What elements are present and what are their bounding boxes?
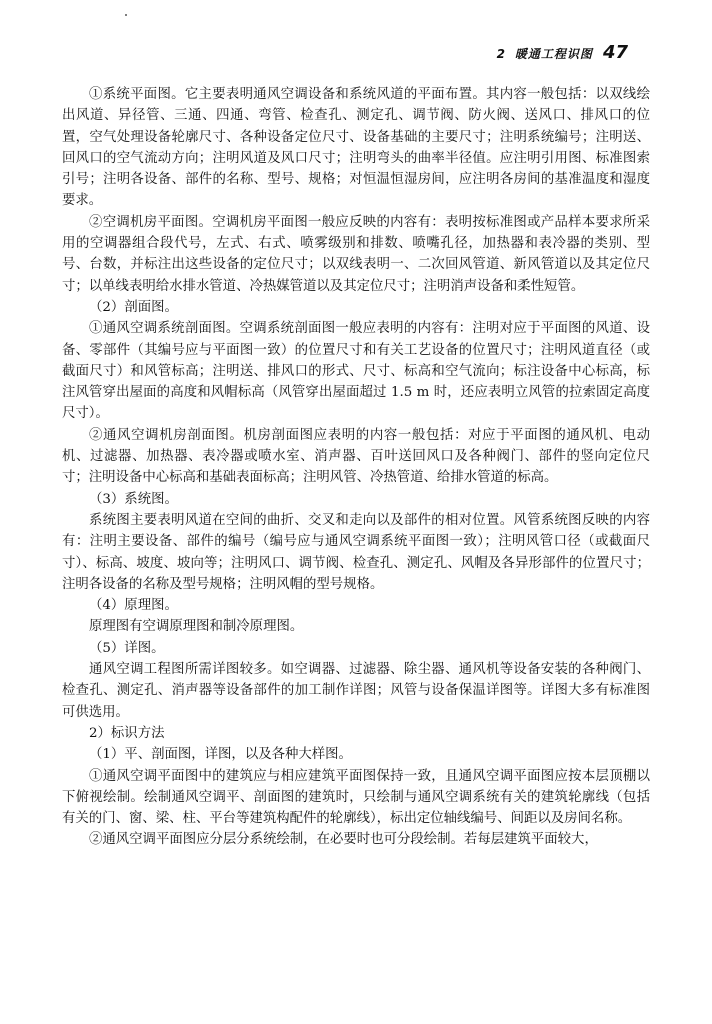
- heading-detail-drawing: （5）详图。: [89, 640, 165, 656]
- running-header: [497, 42, 628, 63]
- paragraph-system-plan: ①系统平面图。它主要表明通风空调设备和系统风道的平面布置。其内容一般包括：以双线绘出风道、异径管、三通、四通、弯管、检查孔、测定孔、调节阀、防火阀、送风口、排风口的位置，空气处理设备轮廓尺寸、各种设备定位尺寸、设备基础的主要尺寸；注明系统编号；注明送、回风口的空气流动方向；注明风道及风口尺寸；注明弯头的曲率半径值。应注明引用图、标准图索引号；注明各设备、部件的名称、型号、规格；对恒温恒湿房间，应注明各房间的基准温度和湿度要求。: [62, 87, 650, 209]
- body-text: [62, 84, 650, 851]
- paragraph-detail-drawing: 通风空调工程图所需详图较多。如空调器、过滤器、除尘器、通风机等设备安装的各种阀门、检查孔、测定孔、消声器等设备部件的加工制作详图；风管与设备保温详图等。详图大多有标准图可供选用。: [62, 662, 650, 720]
- page-number: 47: [602, 42, 628, 63]
- paragraph-machine-room-section: ②通风空调机房剖面图。机房剖面图应表明的内容一般包括：对应于平面图的通风机、电动机、过滤器、加热器、表冷器或喷水室、消声器、百叶送回风口及各种阀门、部件的竖向定位尺寸；注明设备中心标高和基础表面标高；注明风管、冷热管道、给排水管道的标高。: [62, 427, 650, 486]
- paragraph-plan-building: ①通风空调平面图中的建筑应与相应建筑平面图保持一致，且通风空调平面图应按本层顶棚以下俯视绘制。绘制通风空调平、剖面图的建筑时，只绘制与通风空调系统有关的建筑轮廓线（包括有关的门、窗、梁、柱、平台等建筑构配件的轮廓线），标出定位轴线编号、间距以及房间名称。: [62, 768, 650, 827]
- heading-section-drawing: （2）剖面图。: [89, 299, 178, 315]
- heading-system-diagram: （3）系统图。: [89, 491, 178, 507]
- paragraph-system-section: ①通风空调系统剖面图。空调系统剖面图一般应表明的内容有：注明对应于平面图的风道、设备、零部件（其编号应与平面图一致）的位置尺寸和有关工艺设备的位置尺寸；注明风道直径（或截面尺寸）和风管标高；注明送、排风口的形式、尺寸、标高和空气流向；标注设备中心标高，标注风管穿出屋面的高度和风帽标高（风管穿出屋面超过 1.5 m 时，还应表明立风管的拉索固定高度尺寸）。: [62, 321, 650, 422]
- heading-schematic: （4）原理图。: [89, 598, 178, 614]
- heading-marking-method: 2）标识方法: [89, 725, 165, 741]
- paragraph-schematic: 原理图有空调原理图和制冷原理图。: [89, 619, 304, 635]
- scan-speck: [125, 14, 127, 16]
- heading-plan-section-detail: （1）平、剖面图，详图，以及各种大样图。: [89, 747, 352, 763]
- chapter-title: 暖通工程识图: [514, 47, 593, 61]
- paragraph-machine-room-plan: ②空调机房平面图。空调机房平面图一般应反映的内容有：表明按标准图或产品样本要求所采用的空调器组合段代号，左式、右式、喷雾级别和排数、喷嘴孔径，加热器和表冷器的类别、型号、台数，并标注出这些设备的定位尺寸；以双线表明一、二次回风管道、新风管道以及其定位尺寸；以单线表明给水排水管道、冷热媒管道以及其定位尺寸；注明消声设备和柔性短管。: [62, 214, 650, 294]
- paragraph-plan-layering: ②通风空调平面图应分层分系统绘制，在必要时也可分段绘制。若每层建筑平面较大，: [89, 832, 598, 848]
- chapter-number: 2: [496, 47, 505, 61]
- paragraph-system-diagram: 系统图主要表明风道在空间的曲折、交叉和走向以及部件的相对位置。风管系统图反映的内容有：注明主要设备、部件的编号（编号应与通风空调系统平面图一致）；注明风管口径（或截面尺寸）、标高、坡度、坡向等；注明风口、调节阀、检查孔、测定孔、风帽及各异形部件的位置尺寸；注明各设备的名称及型号规格；注明风帽的型号规格。: [62, 512, 650, 592]
